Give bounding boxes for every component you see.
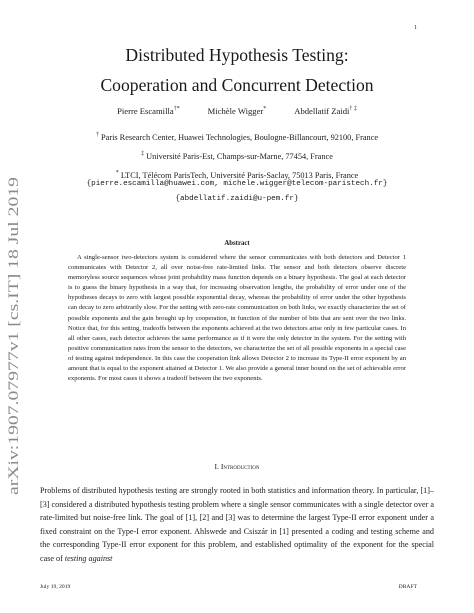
footer-date: July 19, 2019	[40, 584, 71, 590]
author-2	[208, 106, 267, 116]
author-1	[117, 106, 180, 116]
page-number: 1	[414, 25, 417, 31]
email-line-2: {abdellatif.zaidi@u-pem.fr}	[175, 195, 299, 203]
section-heading	[40, 462, 434, 471]
affiliation-text: LTCI, Télécom ParisTech, Université Paris-Saclay, 75013 Paris, France	[120, 170, 359, 180]
arxiv-stamp-text: arXiv:1907.07977v1 [cs.IT] 18 Jul 2019	[5, 249, 22, 495]
email-list	[40, 177, 434, 207]
email-line-1: {pierre.escamilla@huawei.com, michele.wigger@telecom-paristech.fr}	[86, 180, 388, 188]
affiliation-text: Université Paris-Est, Champs-sur-Marne, 77454, France	[146, 151, 333, 161]
author-marks: *	[263, 106, 267, 113]
author-name: Michèle Wigger	[207, 106, 264, 116]
affiliation-text: Paris Research Center, Huawei Technologies, Boulogne-Billancourt, 92100, France	[101, 132, 379, 142]
title-line-1: Distributed Hypothesis Testing:	[125, 45, 349, 65]
affiliation-mark: ‡	[141, 150, 145, 157]
author-marks: †*	[173, 106, 180, 113]
author-list	[40, 106, 434, 116]
footer-status: DRAFT	[398, 584, 417, 590]
introduction-text: Problems of distributed hypothesis testing are strongly rooted in both statistics and information theory. In particular, [1]–[3] considered a distributed hypothesis testing problem where a single sensor communicates with a single detector over a rate-limited but noise-free link. The goal of [1], [2] and [3] was to determine the largest Type-II error exponent under a fixed constraint on the Type-I error exponent. Ahlswede and Csiszár in [1] presented a coding and testing scheme and the corresponding Type-II error exponent for this problem, and established optimality of the exponent for the special case of	[40, 486, 434, 563]
paper-title	[40, 40, 434, 100]
introduction-paragraph	[40, 484, 434, 566]
arxiv-identifier-stamp	[3, 175, 23, 495]
affiliation-2	[40, 146, 434, 165]
abstract-heading: Abstract	[224, 240, 250, 247]
affiliation-1	[40, 127, 434, 146]
section-title: Introduction	[220, 462, 260, 471]
introduction-emphasis: testing against	[64, 553, 113, 563]
title-line-2: Cooperation and Concurrent Detection	[100, 75, 374, 95]
author-3	[294, 106, 357, 116]
affiliation-mark: †	[95, 132, 99, 138]
author-name: Abdellatif Zaidi	[294, 106, 350, 116]
author-name: Pierre Escamilla	[117, 106, 174, 116]
section-number: I.	[214, 462, 219, 471]
abstract-body: A single-sensor two-detectors system is considered where the sensor communicates with both detectors and Detector 1 communicates with Detector 2, all over noise-free rate-limited links. The sensor and both detectors observe discrete memoryless source sequences whose joint probability mass function depends on a binary hypothesis. The goal at each detector is to guess the binary hypothesis in a way that, for increasing observation lengths, the probability of error under one of the hypotheses decays to zero with largest possible exponential decay, whereas the probability of error under the other hypothesis can decay to zero arbitrarily slow. For the setting with zero-rate communication on both links, we exactly characterize the set of possible exponents and the gain brought up by cooperation, in function of the number of bits that are sent over the two links. Notice that, for this setting, tradeoffs between the exponents achieved at the two detectors arise only in few particular cases. In all other cases, each detector achieves the same performance as if it were the only detector in the system. For the setting with positive communication rates from the sensor to the detectors, we characterize the set of all possible exponents in a special case of testing against independence. In this case the cooperation link allows Detector 2 to increase its Type-II error exponent by an amount that is equal to the exponent attained at Detector 1. We also provide a general inner bound on the set of achievable error exponents. For most cases it shows a tradeoff between the two exponents.	[68, 254, 406, 383]
author-marks: † ‡	[349, 106, 357, 113]
affiliation-list	[40, 127, 434, 183]
affiliation-mark: *	[115, 169, 119, 176]
